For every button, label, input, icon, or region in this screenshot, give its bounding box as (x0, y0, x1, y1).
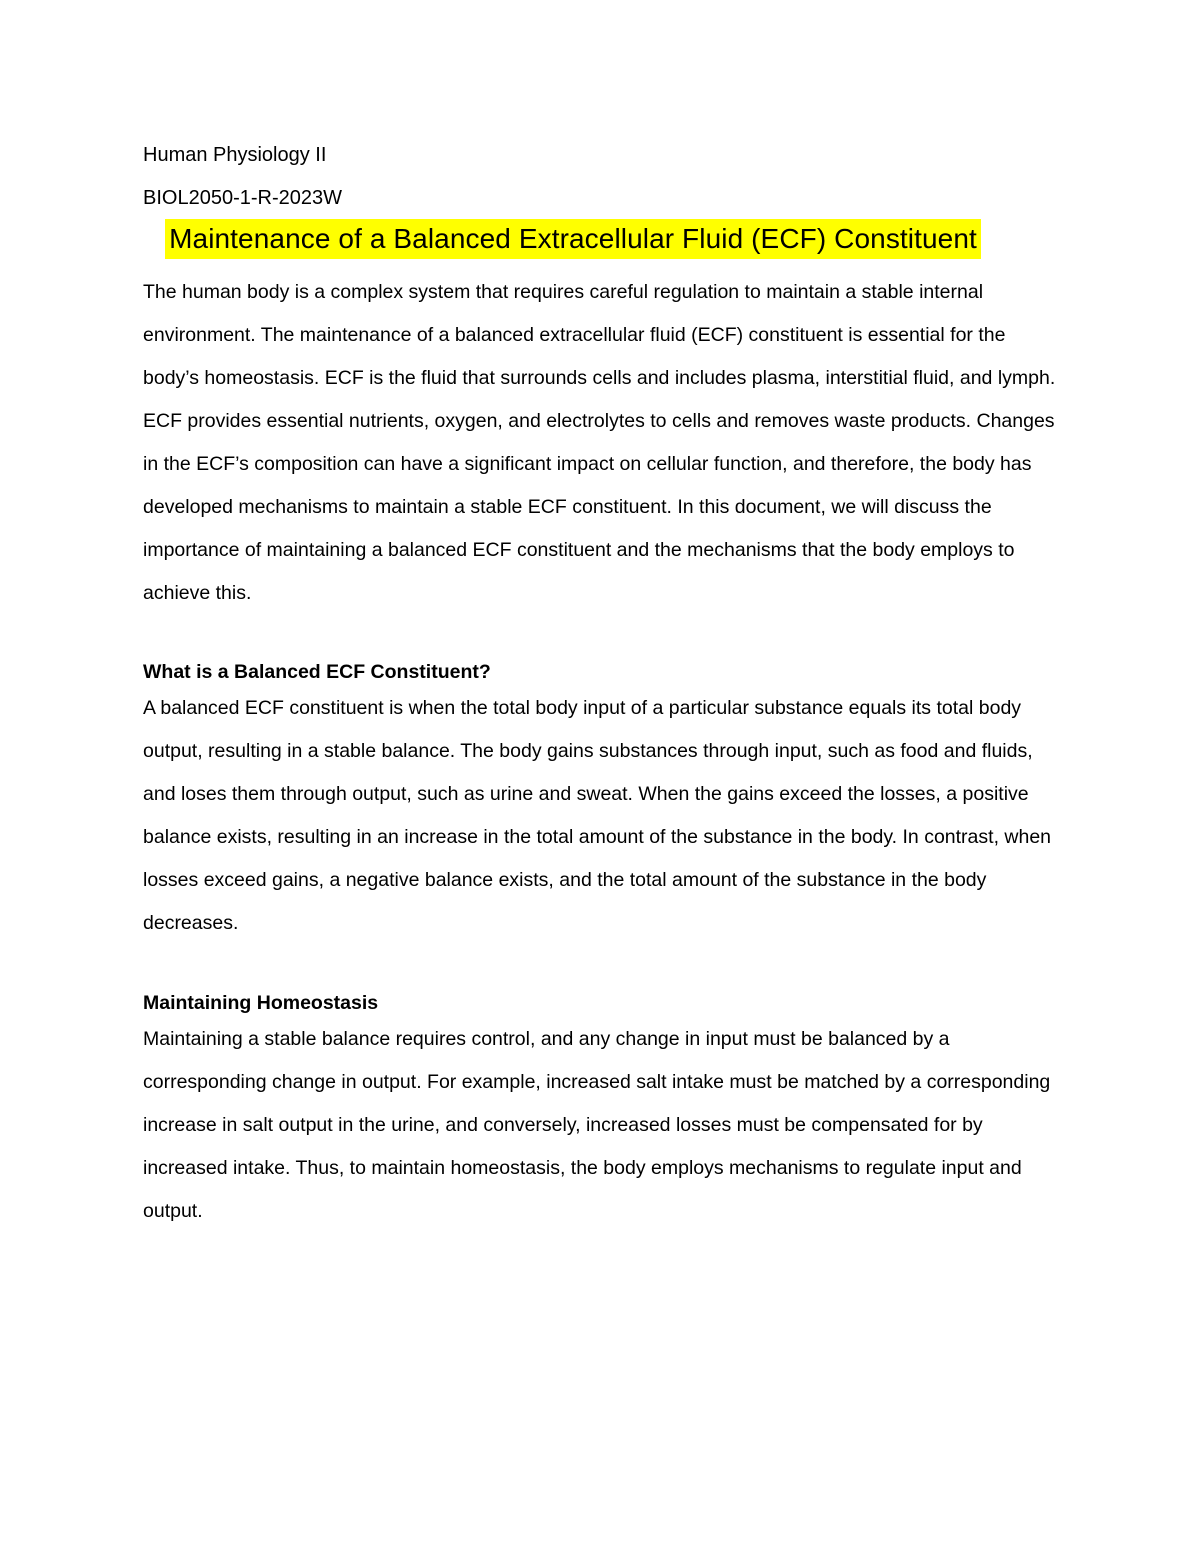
document-title: Maintenance of a Balanced Extracellular Fluid (ECF) Constituent (165, 219, 981, 259)
course-code: BIOL2050-1-R-2023W (143, 187, 342, 209)
course-name: Human Physiology II (143, 144, 327, 166)
section-heading-balanced-ecf: What is a Balanced ECF Constituent? (143, 661, 491, 683)
intro-paragraph: The human body is a complex system that requires careful regulation to maintain a stable internal environment. The maintenance of a balanced extracellular fluid (ECF) constituent is essential for the body’s homeostasis. ECF is the fluid that surrounds cells and includes plasma, interstitial fluid, and lymph. ECF provides essential nutrients, oxygen, and electrolytes to cells and removes waste products. Changes in the ECF’s composition can have a significant impact on cellular function, and therefore, the body has developed mechanisms to maintain a stable ECF constituent. In this document, we will discuss the importance of maintaining a balanced ECF constituent and the mechanisms that the body employs to achieve this. (143, 281, 1056, 604)
document-content (143, 140, 1063, 1233)
section-heading-homeostasis: Maintaining Homeostasis (143, 992, 379, 1014)
section-body-homeostasis: Maintaining a stable balance requires control, and any change in input must be balanced by a corresponding change in output. For example, increased salt intake must be matched by a corresponding increase in salt output in the urine, and conversely, increased losses must be compensated for by increased intake. Thus, to maintain homeostasis, the body employs mechanisms to regulate input and output. (143, 1028, 1051, 1222)
section-body-balanced-ecf: A balanced ECF constituent is when the total body input of a particular substance equals its total body output, resulting in a stable balance. The body gains substances through input, such as food and fluids, and loses them through output, such as urine and sweat. When the gains exceed the losses, a positive balance exists, resulting in an increase in the total amount of the substance in the body. In contrast, when losses exceed gains, a negative balance exists, and the total amount of the substance in the body decreases. (143, 697, 1052, 934)
title-wrapper (143, 219, 1003, 259)
